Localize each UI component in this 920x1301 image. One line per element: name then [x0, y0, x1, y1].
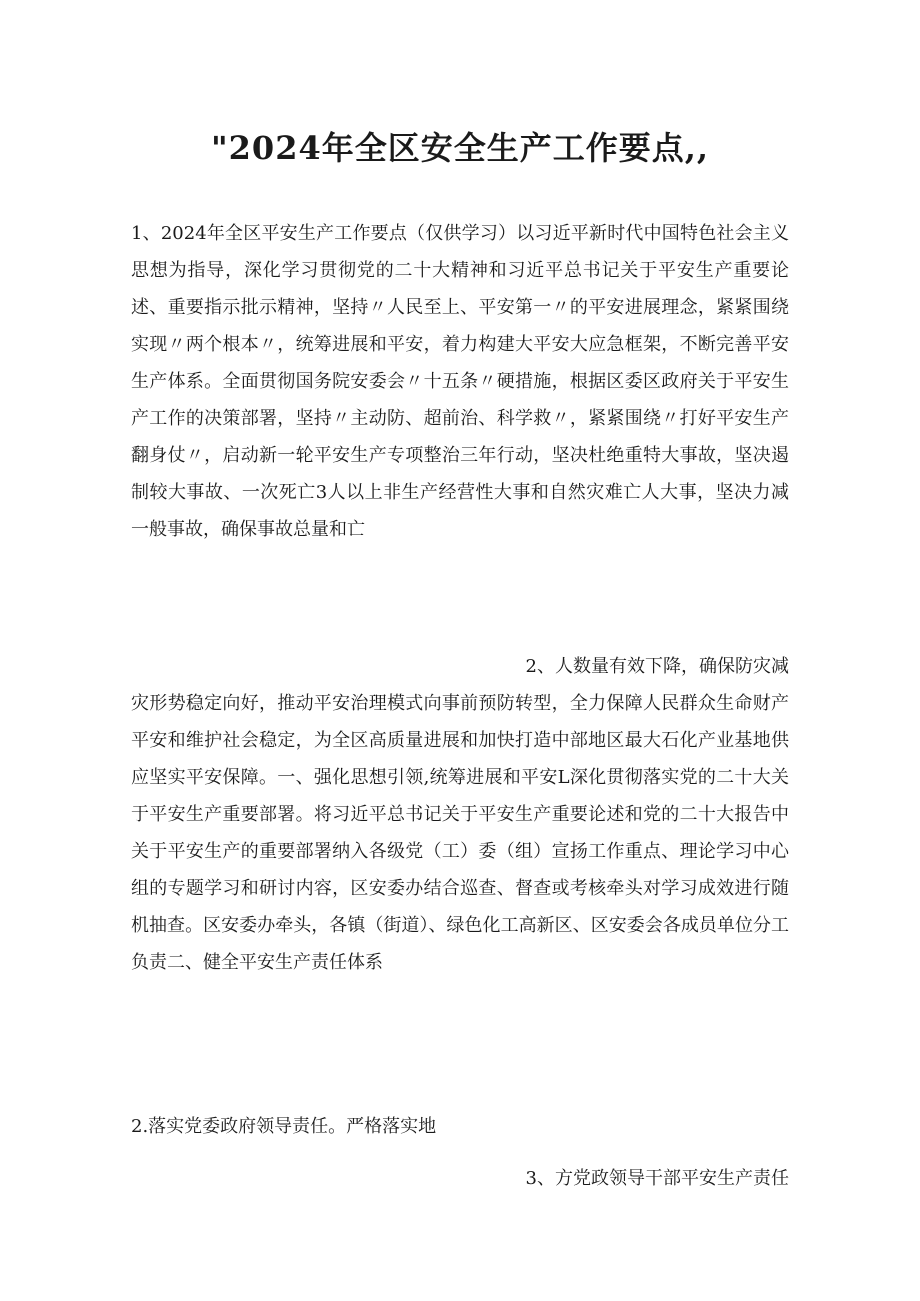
document-title: "2024年全区安全生产工作要点,,	[210, 129, 710, 167]
paragraph-2-head: 2、人数量有效下降，确保防灾减	[525, 656, 789, 677]
paragraph-4: 3、方党政领导干部平安生产责任	[525, 1168, 789, 1189]
paragraph-2-body: 灾形势稳定向好，推动平安治理模式向事前预防转型，全力保障人民群众生命财产平安和维护社会稳定，为全区高质量进展和加快打造中部地区最大石化产业基地供应坚实平安保障。一、强化思想引领,统筹进展和平安L深化贯彻落实党的二十大关于平安生产重要部署。将习近平总书记关于平安生产重要论述和党的二十大报告中关于平安生产的重要部署纳入各级党（工）委（组）宣扬工作重点、理论学习中心组的专题学习和研讨内容，区安委办结合巡查、督查或考核牵头对学习成效进行随机抽查。区安委办牵头，各镇（街道）、绿色化工高新区、区安委会各成员单位分工负责二、健全平安生产责任体系	[131, 693, 789, 973]
paragraph-1: 1、2024年全区平安生产工作要点（仅供学习）以习近平新时代中国特色社会主义思想为指导，深化学习贯彻党的二十大精神和习近平总书记关于平安生产重要论述、重要指示批示精神，坚持〃人民至上、平安第一〃的平安进展理念，紧紧围绕实现〃两个根本〃，统筹进展和平安，着力构建大平安大应急框架，不断完善平安生产体系。全面贯彻国务院安委会〃十五条〃硬措施，根据区委区政府关于平安生产工作的决策部署，坚持〃主动防、超前治、科学救〃，紧紧围绕〃打好平安生产翻身仗〃，启动新一轮平安生产专项整治三年行动，坚决杜绝重特大事故，坚决遏制较大事故、一次死亡3人以上非生产经营性大事和自然灾难亡人大事，坚决力减一般事故，确保事故总量和亡	[131, 223, 789, 540]
paragraph-3: 2.落实党委政府领导责任。严格落实地	[131, 1116, 437, 1137]
